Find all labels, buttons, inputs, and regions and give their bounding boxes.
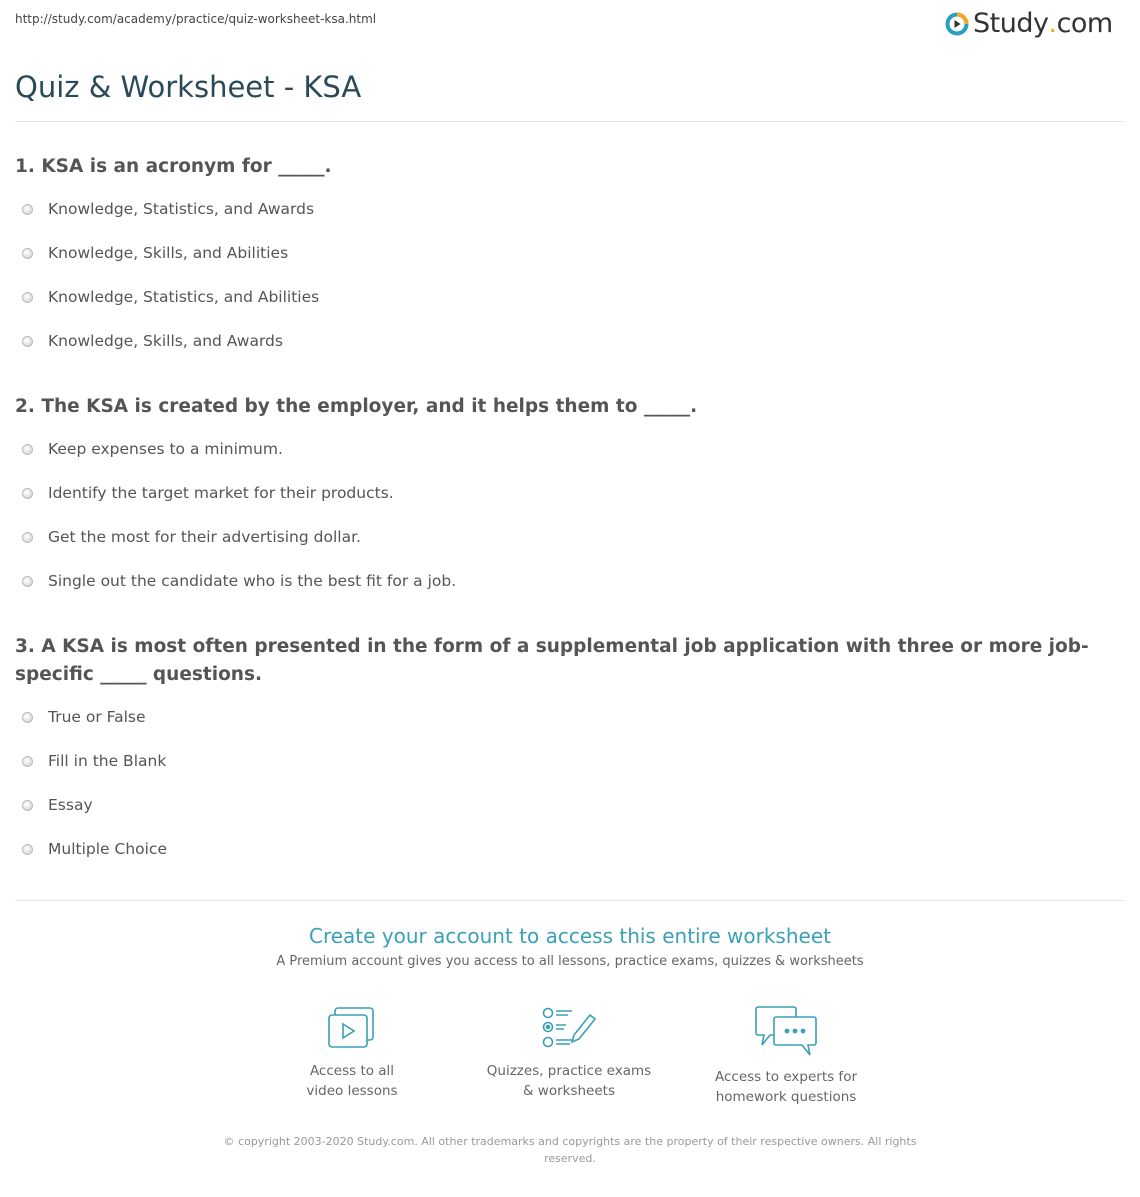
radio-button[interactable] — [22, 488, 33, 499]
option[interactable] — [22, 752, 166, 770]
option[interactable] — [22, 572, 456, 590]
logo-text: Study — [973, 8, 1049, 39]
play-logo-icon — [945, 12, 969, 36]
divider — [15, 900, 1125, 901]
option-label: Fill in the Blank — [48, 752, 167, 770]
divider — [15, 121, 1125, 122]
radio-button[interactable] — [22, 336, 33, 347]
feature-video-lessons — [252, 1005, 452, 1101]
feature-line: Access to all — [309, 1063, 395, 1079]
option-label: Get the most for their advertising dollar. — [48, 528, 361, 546]
radio-button[interactable] — [22, 204, 33, 215]
feature-line: homework questions — [715, 1089, 857, 1105]
radio-button[interactable] — [22, 532, 33, 543]
question-2: 2. The KSA is created by the employer, and it helps them to _____. — [15, 396, 698, 417]
option[interactable] — [22, 200, 314, 218]
option-label: True or False — [48, 708, 146, 726]
feature-experts — [686, 1005, 886, 1107]
radio-button[interactable] — [22, 444, 33, 455]
option[interactable] — [22, 440, 283, 458]
option-label: Knowledge, Statistics, and Awards — [48, 200, 315, 218]
question-3: 3. A KSA is most often presented in the form of a supplemental job application with three or more job-specific _____ questions. — [15, 636, 1089, 685]
option-label: Keep expenses to a minimum. — [48, 440, 283, 458]
option-label: Knowledge, Statistics, and Abilities — [48, 288, 320, 306]
radio-button[interactable] — [22, 756, 33, 767]
option[interactable] — [22, 796, 93, 814]
option-label: Knowledge, Skills, and Abilities — [48, 244, 289, 262]
question-1: 1. KSA is an acronym for _____. — [15, 156, 332, 177]
radio-button[interactable] — [22, 712, 33, 723]
quiz-checklist-icon — [541, 1005, 597, 1051]
radio-button[interactable] — [22, 576, 33, 587]
cta-heading[interactable]: Create your account to access this entire worksheet — [309, 924, 831, 948]
video-lessons-icon — [326, 1005, 378, 1051]
logo-suffix: com — [1056, 8, 1113, 39]
feature-line: video lessons — [306, 1083, 398, 1099]
option-label: Multiple Choice — [48, 840, 167, 858]
option-label: Essay — [48, 796, 93, 814]
option-label: Single out the candidate who is the best fit for a job. — [48, 572, 457, 590]
option[interactable] — [22, 332, 283, 350]
option[interactable] — [22, 840, 167, 858]
feature-quizzes — [469, 1005, 669, 1101]
radio-button[interactable] — [22, 844, 33, 855]
logo-dot: . — [1048, 8, 1057, 39]
page-url: http://study.com/academy/practice/quiz-worksheet-ksa.html — [15, 12, 377, 26]
study-logo[interactable] — [945, 8, 1113, 39]
cta-subtext: A Premium account gives you access to all lessons, practice exams, quizzes & worksheets — [276, 954, 864, 969]
feature-line: Access to experts for — [714, 1069, 857, 1085]
chat-bubbles-icon — [754, 1005, 818, 1057]
radio-button[interactable] — [22, 800, 33, 811]
feature-line: & worksheets — [522, 1083, 615, 1099]
feature-line: Quizzes, practice exams — [486, 1063, 652, 1079]
radio-button[interactable] — [22, 292, 33, 303]
option[interactable] — [22, 244, 288, 262]
option-label: Identify the target market for their products. — [48, 484, 394, 502]
page-title: Quiz & Worksheet - KSA — [15, 70, 362, 104]
option[interactable] — [22, 288, 319, 306]
option[interactable] — [22, 528, 361, 546]
radio-button[interactable] — [22, 248, 33, 259]
option[interactable] — [22, 484, 394, 502]
option[interactable] — [22, 708, 146, 726]
option-label: Knowledge, Skills, and Awards — [48, 332, 283, 350]
copyright: © copyright 2003-2020 Study.com. All other trademarks and copyrights are the property of their respective owners. All rights reserved. — [223, 1135, 917, 1165]
signup-cta — [0, 924, 1140, 969]
